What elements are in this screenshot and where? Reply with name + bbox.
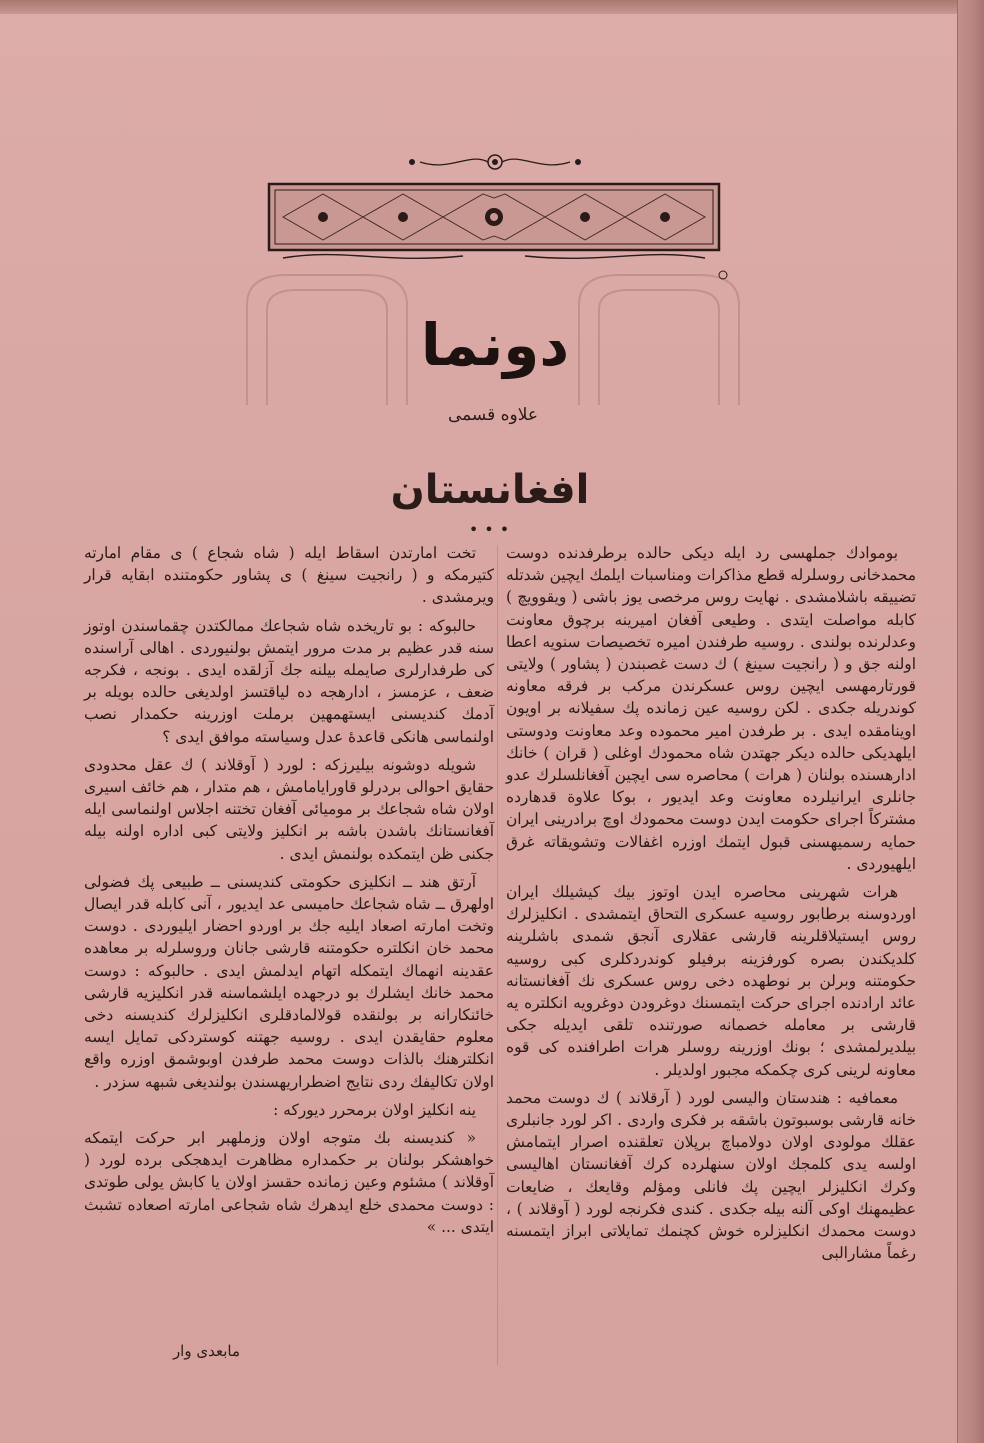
- paragraph: شويله دوشونه بيليرزكه : لورد ( آوقلاند ) ك عقل محدودی حقايق احوالی بردرلو قاورايامامش ، هم متدار ، هم خائف اسيری اولان شاه شجاعك بر موميائی آفغان تختنه اجلاس اولنماسی ايله آفغانستانك باشدن باشه بر انكليز ولايتی كبی اداره اولنه بيله جكنی ظن ايتمكده بولنمش ايدی .: [84, 755, 494, 863]
- page-top-edge: [0, 0, 984, 14]
- flourish-ornament-icon: [400, 150, 590, 174]
- page-binding: [957, 0, 984, 1443]
- right-column: [506, 542, 916, 1271]
- paragraph: تخت امارتدن اسقاط ايله ( شاه شجاع ) ی مقام امارته كتيرمكه و ( رانجيت سينغ ) ی پشاور حكومتنده ابقايه قرار ويرمشدی .: [84, 544, 494, 607]
- paragraph: حالبوكه : بو تاريخده شاه شجاعك ممالكتدن چقماسندن اوتوز سنه قدر عظيم بر مدت مرور ايتمش بولنيوردی . اهالی آراسنده كی طرفدارلری صايمله بيلنه جك آزلقده ايدی . بونجه ، فكرجه ضعف ، عزمسز ، ادارهجه ده لياقتسز اولديغی حالده بويله بر آدمك كنديسنی ايستهمهين برملت اوزرينه حكمدار نصب اولنماسی هانكی قاعدهٔ عدل وسياسته موافق ايدی ؟: [84, 616, 494, 746]
- supplement-label: علاوه قسمی: [447, 405, 539, 425]
- paragraph: « كنديسنه بك متوجه اولان وزملهبر ابر حركت ايتمكه خواهشكر بولنان بر حكمداره مظاهرت ايدهجكی برده لورد ( آوقلاند ) مشئوم وعين زمانده حقسز اولان يا كابش يولی طوتدی : دوست محمدی خلع ايدهرك شاه شجاعی امارته اصعاده تشبث ايتدی ... »: [84, 1129, 494, 1236]
- paragraph: هرات شهرينی محاصره ايدن اوتوز بيك كيشيلك ايران اوردوسنه برطابور روسيه عسكری التحاق ايتمشدی . انكليزلرك روس ايستيلاقلرينه قارشی عقلاری آنجق شمدی باشلرينه كلديكندن بصره كورفزينه برفيلو كوندردكلری كبی روسيه حكومتنه وبرلن بر نوطهده دخی روس عسكری نك آفغانستانه عائد ارادنده اجرای حركت ايتمسنك دوغرودن دوغرويه انكلتره يه قارشی بر معامله خصمانه صورتنده تلقی ايديله جكی بيلديرلمشدی ؛ بونك اوزرينه روسلر هرات اطرافنده كی قوه معاونه لرينی كری چكمكه مجبور اولديلر .: [506, 883, 916, 1079]
- left-column: [84, 542, 494, 1244]
- paragraph: معمافيه : هندستان واليسی لورد ( آرقلاند ) ك دوست محمد خانه قارشی بوسبوتون باشقه بر فكری واردی . اكر لورد جانبلری عقلك مولودی اولان دولامباچ برپلان تعلقنده اصرار ايتمامش اولسه يدی كلمجك اولان سنهلرده كرك آفغانستان اهاليسی وكرك انكليزلر ايچين پك فانلی ومؤلم وقايعك ، ضايعات عظيمهنك اوكی آلنه بيله جكدی . كندی فكرنجه لورد ( آوقلاند ) ، دوست محمدك انكليزلره خوش كچنمك تمايلاتی ابراز ايتمسنه رغماً مشارالبی: [506, 1088, 916, 1263]
- title-separator: •••: [468, 520, 516, 539]
- article-title: افغانستان: [390, 467, 590, 513]
- continued-note: مابعدی وار: [172, 1342, 240, 1360]
- paragraph: آرتق هند ــ انكليزی حكومتی كنديسنی ــ طبيعی پك فضولی اولهرق ــ شاه شجاعك حاميسی عد ايديور ، آنی كابله قدر ايصال وتخت امارته اصعاد ايليه جك بر اوردو احضار ايليوردی . دوست محمد خان انكلتره حكومتنه قارشی جانان وروسلرله بر معاهده عقدينه انهماك ايتمكله اتهام ايدلمش ايدی . حالبوكه : دوست محمد خانك ايشلرك بو درجهده ايلشماسنه قدر انكليزيه قارشی خائنكارانه بر بولنقده قولالمادقلری انكليزلرك كنديسنه دخی معلوم حقايقدن ايدی . روسيه جهتنه كوستردكی تمايل ايسه انكلترهنك بالذات دوست محمد طرفدن اوبوشمق اوزره واقع اولان تكاليفك ردی نتايج اضطراريهسندن بولنديغی شبهه سزدر .: [84, 872, 494, 1091]
- paragraph: بوموادك جملهسی رد ايله ديكی حالده برطرفدنده دوست محمدخانی روسلرله قطع مذاكرات ومناسبات ايلمك ايچين شدتله تضييقه باشلامشدی . نهايت روس مرخصی يوز باشی ( ويقوويچ ) كابله مواصلت ايتدی . وطيعی آفغان اميرينه برچوق معاونت وعدلرنده بولندی . روسيه طرفندن اميره تخصيصات سنويه اعطا اولنه جق و ( رانجيت سينغ ) ك دست غصبندن ( پشاور ) ولايتی قورتارمهسی ايچين روس عسكرندن مركب بر فرقه معاونه كوندريله جكدی . لكن روسيه عين زمانده پك سفيلانه بر اويون اوينامقده ايدی . بر طرفدن امير محموده وعد معاونت ودوستی ايلهديكی حالده ديكر جهتدن شاه محمودك اوغلی ( قران ) خانك ادارهسنده بولنان ( هرات ) محاصره سی ايچين آفغانلسلرك عدو جانلری ايرانيلرده معاونت وعد ايديور ، بوكا علاوة قدهارده مشتركاً اجرای حكومت ايدن دوست محمودك اوچ برادرينی ايران حمايه رسميهسنی قبول ايتمك اوزره اغفالات وتشويقاته غرق ايلهيوردی .: [506, 544, 916, 873]
- column-gutter: [497, 545, 498, 1365]
- masthead-title: دونما: [420, 311, 570, 379]
- paragraph: ينه انكليز اولان برمحرر ديوركه :: [273, 1100, 476, 1119]
- ornamental-header-icon: [263, 180, 725, 264]
